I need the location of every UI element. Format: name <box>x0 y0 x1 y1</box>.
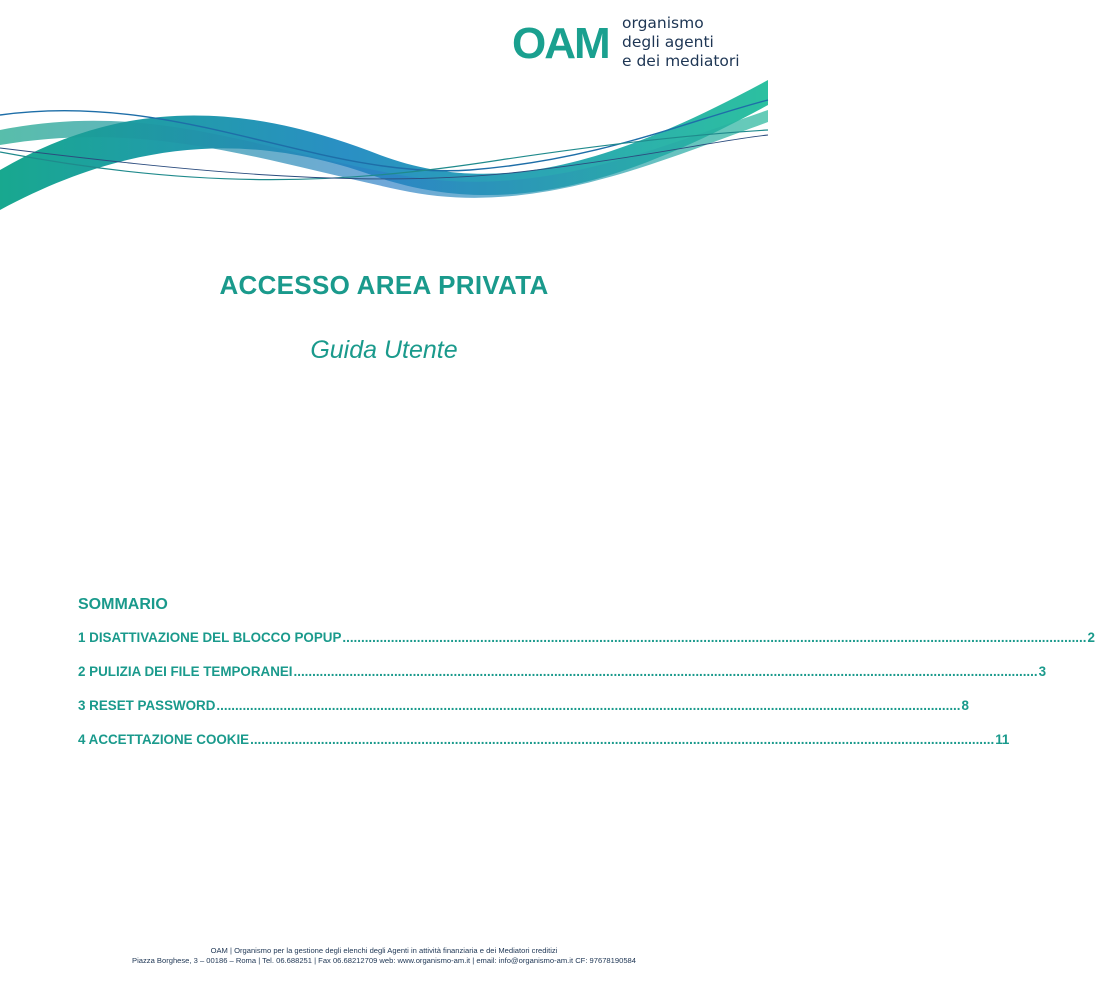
toc-entry-page: 8 <box>961 698 969 713</box>
logo-line-1: organismo <box>622 14 704 32</box>
decorative-wave-banner <box>0 60 768 230</box>
toc-entry-label: 2 PULIZIA DEI FILE TEMPORANEI <box>78 664 293 679</box>
footer-line-2: Piazza Borghese, 3 – 00186 – Roma | Tel. 06.688251 | Fax 06.68212709 web: www.organismo-am.it | email: info@organismo-am.it CF: 97678190584 <box>132 956 636 965</box>
logo-line-3: e dei mediatori <box>622 52 740 70</box>
document-title: ACCESSO AREA PRIVATA <box>219 270 549 300</box>
page-footer <box>0 946 768 966</box>
footer-line-1: OAM | Organismo per la gestione degli elenchi degli Agenti in attività finanziaria e dei Mediatori creditizi <box>210 946 558 955</box>
toc-leader-dots: ........................................................................................................................................................................................................ <box>216 698 961 713</box>
table-of-contents <box>78 630 1095 766</box>
toc-entry-label: 3 RESET PASSWORD <box>78 698 216 713</box>
toc-entry-page: 11 <box>995 732 1010 747</box>
oam-logo <box>512 14 762 74</box>
toc-entry-label: 4 ACCETTAZIONE COOKIE <box>78 732 250 747</box>
toc-entry-4[interactable] <box>78 732 1010 766</box>
toc-leader-dots: ........................................................................................................................................................................................................ <box>293 664 1038 679</box>
toc-entry-1[interactable] <box>78 630 1095 664</box>
toc-leader-dots: ........................................................................................................................................................................................................ <box>342 630 1087 645</box>
logo-wordmark <box>622 14 762 71</box>
document-subtitle: Guida Utente <box>310 336 458 364</box>
toc-heading: SOMMARIO <box>78 596 168 613</box>
toc-entry-3[interactable] <box>78 698 969 732</box>
logo-mark: OAM <box>512 19 609 68</box>
toc-entry-page: 2 <box>1087 630 1095 645</box>
toc-entry-page: 3 <box>1038 664 1047 679</box>
logo-line-2: degli agenti <box>622 33 714 51</box>
toc-entry-2[interactable] <box>78 664 1047 698</box>
toc-entry-label: 1 DISATTIVAZIONE DEL BLOCCO POPUP <box>78 630 342 645</box>
toc-leader-dots: ........................................................................................................................................................................................................ <box>250 732 995 747</box>
wave-band-main <box>0 80 768 210</box>
